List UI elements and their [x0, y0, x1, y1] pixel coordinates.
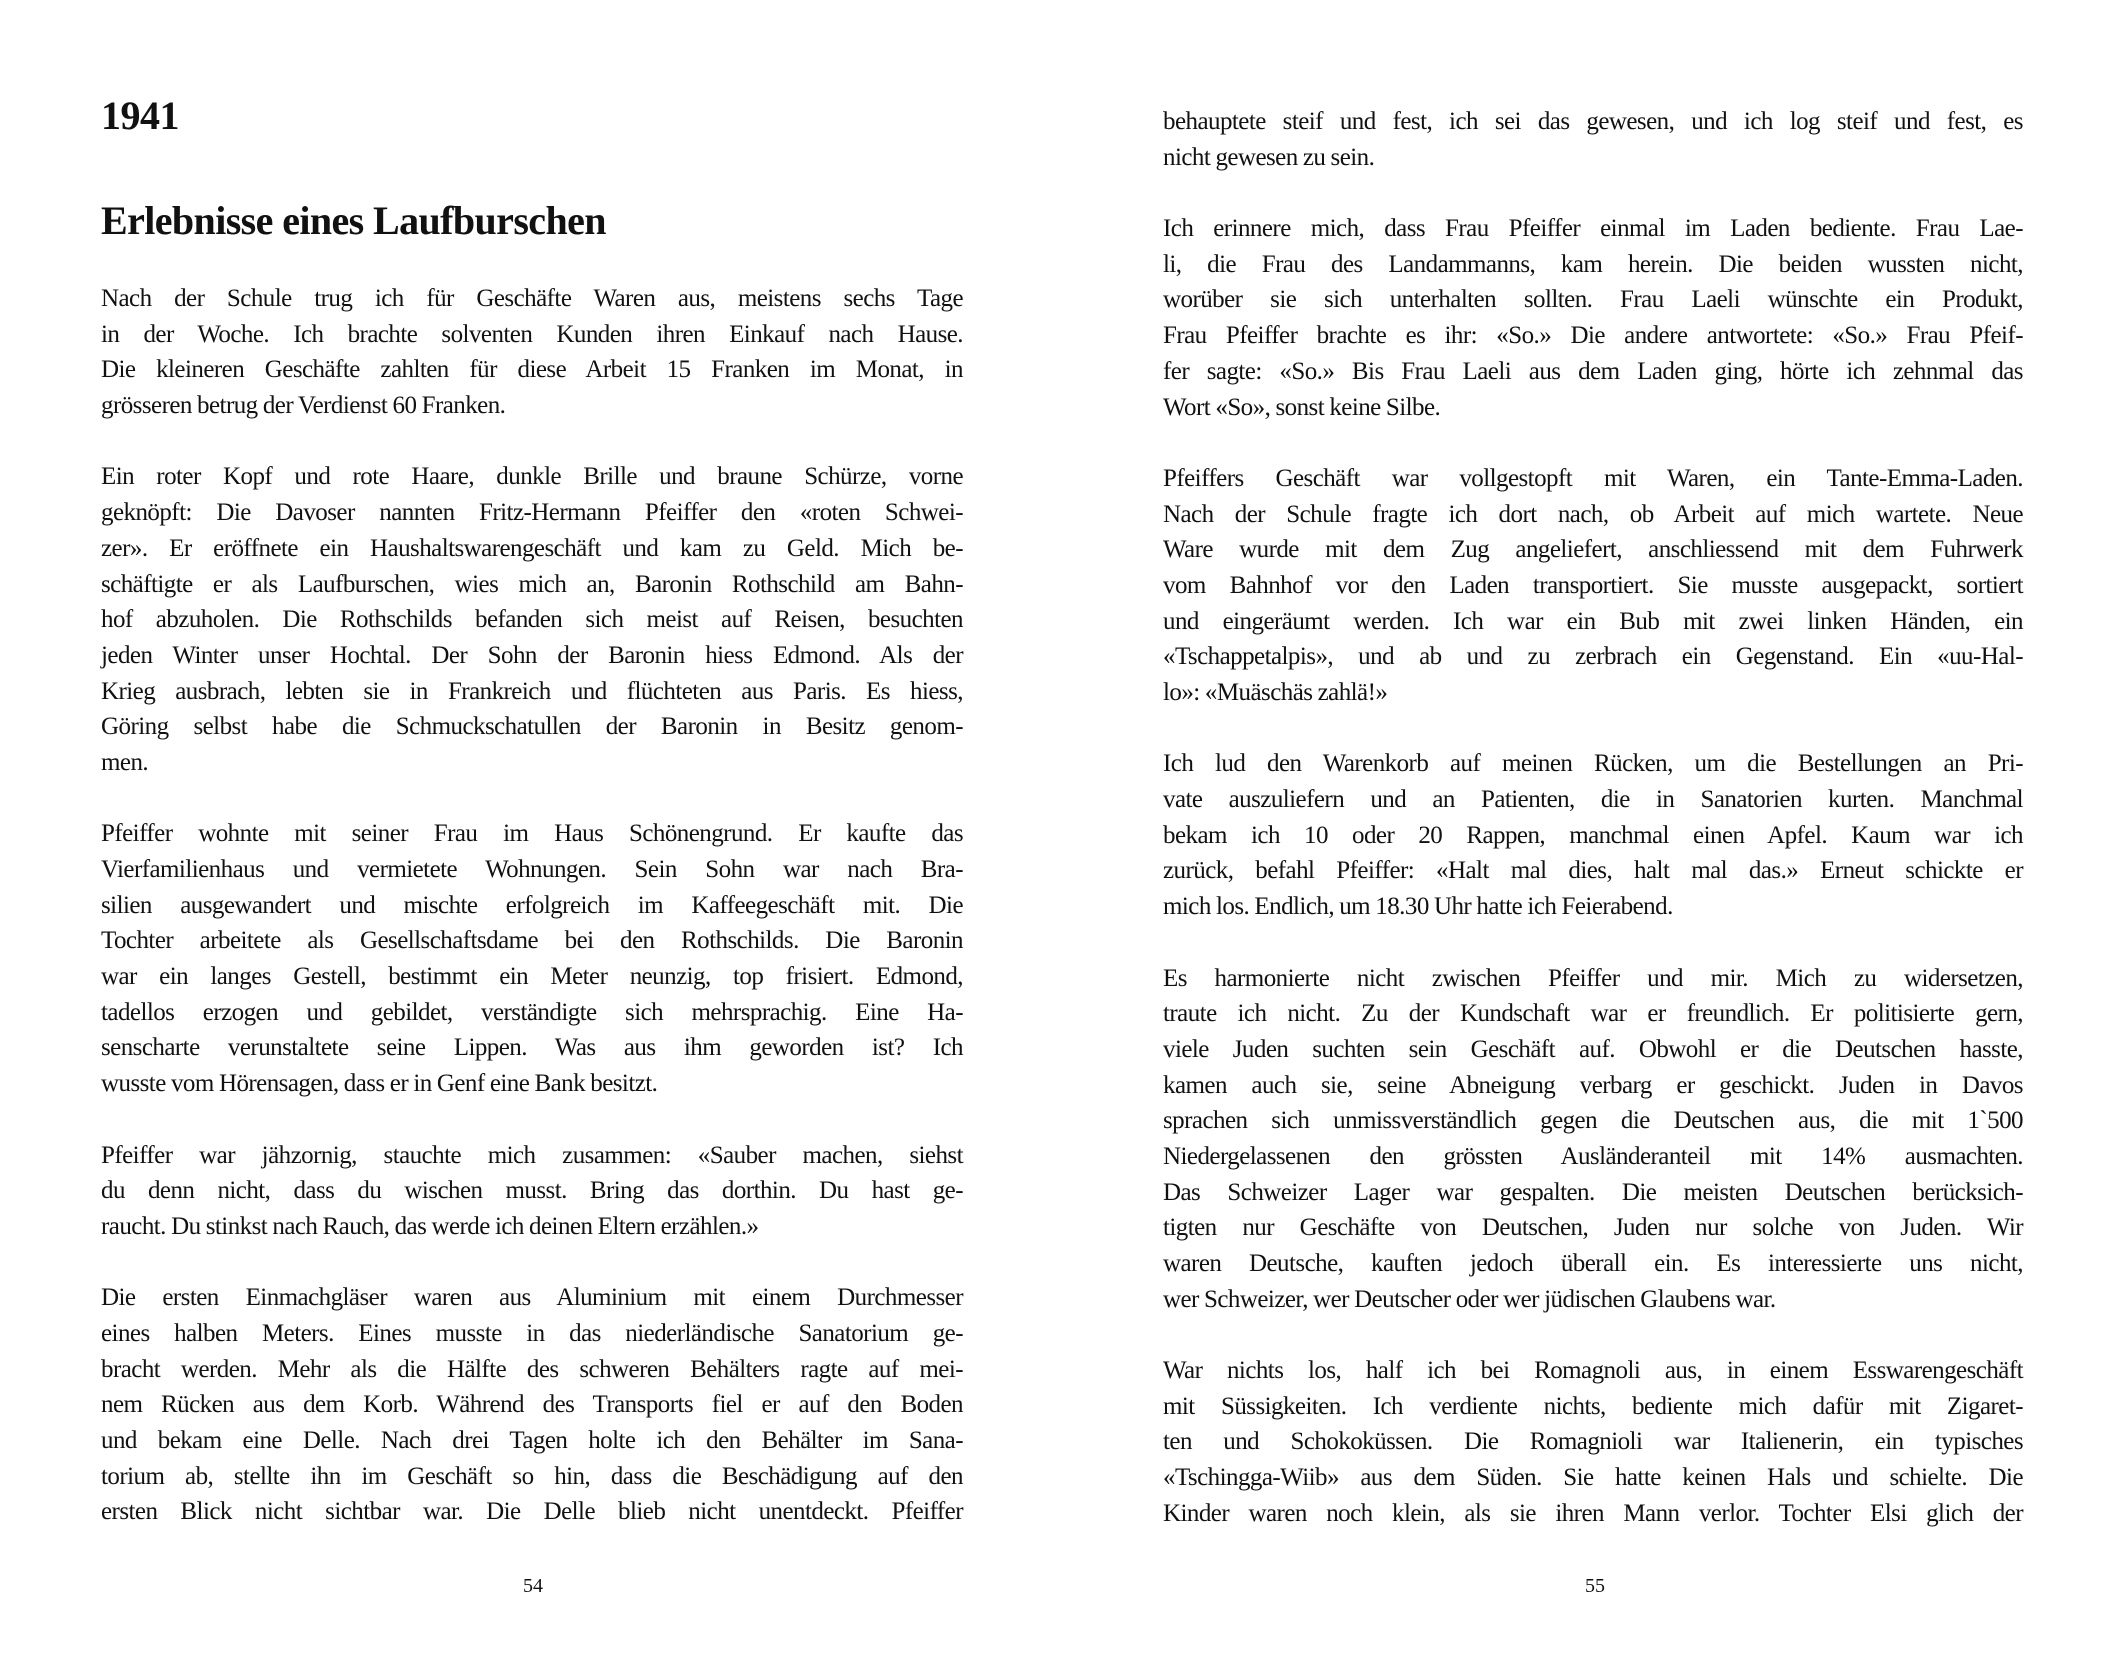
text-line: War nichts los, half ich bei Romagnoli aus, in einem Esswarengeschäft: [1163, 1357, 2023, 1385]
text-line: Pfeiffers Geschäft war vollgestopft mit Waren, ein Tante-Emma-Laden.: [1163, 464, 2023, 492]
text-line: senscharte verunstaltete seine Lippen. Was aus ihm geworden ist? Ich: [101, 1034, 963, 1062]
paragraph: [1163, 1353, 2023, 1531]
text-line: mit Süssigkeiten. Ich verdiente nichts, bediente mich dafür mit Zigaret-: [1163, 1392, 2023, 1420]
text-line: Pfeiffer wohnte mit seiner Frau im Haus Schönengrund. Er kaufte das: [101, 820, 963, 848]
text-line: torium ab, stellte ihn im Geschäft so hin, dass die Beschädigung auf den: [101, 1462, 963, 1490]
text-line: ersten Blick nicht sichtbar war. Die Delle blieb nicht unentdeckt. Pfeiffer: [101, 1498, 963, 1526]
paragraph: [1163, 746, 2023, 924]
paragraph: [101, 281, 963, 424]
paragraph: [101, 1280, 963, 1530]
text-line: vate auszuliefern und an Patienten, die in Sanatorien kurten. Manchmal: [1163, 786, 2023, 814]
text-line: raucht. Du stinkst nach Rauch, das werde ich deinen Eltern erzählen.»: [101, 1212, 759, 1240]
page-number: 54: [523, 1575, 543, 1597]
paragraph: [1163, 961, 2023, 1318]
text-line: fer sagte: «So.» Bis Frau Laeli aus dem Laden ging, hörte ich zehnmal das: [1163, 357, 2023, 385]
text-line: war ein langes Gestell, bestimmt ein Meter neunzig, top frisiert. Edmond,: [101, 963, 963, 991]
text-line: traute ich nicht. Zu der Kundschaft war er freundlich. Er politisierte gern,: [1163, 1000, 2023, 1028]
text-line: und bekam eine Delle. Nach drei Tagen holte ich den Behälter im Sana-: [101, 1427, 963, 1454]
text-line: viele Juden suchten sein Geschäft auf. Obwohl er die Deutschen hasste,: [1163, 1035, 2023, 1063]
text-line: Nach der Schule fragte ich dort nach, ob Arbeit auf mich wartete. Neue: [1163, 500, 2023, 528]
text-line: grösseren betrug der Verdienst 60 Franken.: [101, 392, 506, 420]
text-line: Ich lud den Warenkorb auf meinen Rücken, um die Bestellungen an Pri-: [1163, 750, 2023, 778]
text-line: nicht gewesen zu sein.: [1163, 143, 1375, 171]
paragraph: [1163, 461, 2023, 711]
text-line: Wort «So», sonst keine Silbe.: [1163, 393, 1441, 421]
text-line: nem Rücken aus dem Korb. Während des Transports fiel er auf den Boden: [101, 1391, 963, 1419]
text-line: Tochter arbeitete als Gesellschaftsdame bei den Rothschilds. Die Baronin: [101, 927, 963, 955]
text-line: Göring selbst habe die Schmuckschatullen der Baronin in Besitz genom-: [101, 713, 963, 741]
text-line: tigten nur Geschäfte von Deutschen, Juden nur solche von Juden. Wir: [1163, 1214, 2023, 1242]
left-page-body: [101, 281, 963, 1566]
paragraph: [1163, 211, 2023, 425]
text-line: waren Deutsche, kauften jedoch überall ein. Es interessierte uns nicht,: [1163, 1250, 2023, 1277]
right-page: [1163, 0, 2023, 1654]
text-line: wer Schweizer, wer Deutscher oder wer jüdischen Glaubens war.: [1163, 1285, 1776, 1313]
text-line: behauptete steif und fest, ich sei das gewesen, und ich log steif und fest, es: [1163, 108, 2023, 135]
text-line: vom Bahnhof vor den Laden transportiert. Sie musste ausgepackt, sortiert: [1163, 571, 2023, 599]
text-line: jeden Winter unser Hochtal. Der Sohn der Baronin hiess Edmond. Als der: [101, 641, 963, 669]
text-line: Frau Pfeiffer brachte es ihr: «So.» Die andere antwortete: «So.» Frau Pfeif-: [1163, 322, 2023, 350]
text-line: Die kleineren Geschäfte zahlten für diese Arbeit 15 Franken im Monat, in: [101, 356, 963, 384]
text-line: Es harmonierte nicht zwischen Pfeiffer und mir. Mich zu widersetzen,: [1163, 964, 2023, 992]
text-line: bracht werden. Mehr als die Hälfte des schweren Behälters ragte auf mei-: [101, 1355, 963, 1383]
text-line: eines halben Meters. Eines musste in das niederländische Sanatorium ge-: [101, 1319, 963, 1347]
text-line: men.: [101, 748, 149, 776]
year-heading: 1941: [101, 93, 179, 138]
text-line: worüber sie sich unterhalten sollten. Frau Laeli wünschte ein Produkt,: [1163, 286, 2023, 314]
text-line: und eingeräumt werden. Ich war ein Bub mit zwei linken Händen, ein: [1163, 607, 2023, 635]
left-page: [101, 0, 963, 1654]
paragraph: [101, 459, 963, 780]
text-line: zurück, befahl Pfeiffer: «Halt mal dies, halt mal das.» Erneut schickte er: [1163, 857, 2023, 885]
text-line: Niedergelassenen den grössten Ausländeranteil mit 14% ausmachten.: [1163, 1142, 2023, 1170]
right-page-body: [1163, 104, 2023, 1567]
text-line: Die ersten Einmachgläser waren aus Aluminium mit einem Durchmesser: [101, 1284, 963, 1312]
text-line: kamen auch sie, seine Abneigung verbarg er geschickt. Juden in Davos: [1163, 1071, 2023, 1099]
page-number: 55: [1585, 1575, 1605, 1597]
paragraph: [1163, 104, 2023, 175]
text-line: hof abzuholen. Die Rothschilds befanden sich meist auf Reisen, besuchten: [101, 606, 963, 634]
text-line: geknöpft: Die Davoser nannten Fritz-Hermann Pfeiffer den «roten Schwei-: [101, 499, 963, 527]
text-line: Ich erinnere mich, dass Frau Pfeiffer einmal im Laden bediente. Frau Lae-: [1163, 215, 2023, 243]
text-line: Ware wurde mit dem Zug angeliefert, anschliessend mit dem Fuhrwerk: [1163, 536, 2023, 564]
paragraph: [101, 816, 963, 1102]
text-line: silien ausgewandert und mischte erfolgreich im Kaffeegeschäft mit. Die: [101, 891, 963, 919]
text-line: mich los. Endlich, um 18.30 Uhr hatte ich Feierabend.: [1163, 893, 1673, 921]
text-line: tadellos erzogen und gebildet, verständigte sich mehrsprachig. Eine Ha-: [101, 998, 963, 1026]
text-line: Pfeiffer war jähzornig, stauchte mich zusammen: «Sauber machen, siehst: [101, 1141, 963, 1169]
text-line: zer». Er eröffnete ein Haushaltswarengeschäft und kam zu Geld. Mich be-: [101, 534, 963, 562]
text-line: sprachen sich unmissverständlich gegen die Deutschen aus, die mit 1`500: [1163, 1107, 2023, 1135]
text-line: wusste vom Hörensagen, dass er in Genf eine Bank besitzt.: [101, 1070, 658, 1098]
text-line: schäftigte er als Laufburschen, wies mich an, Baronin Rothschild am Bahn-: [101, 570, 963, 598]
text-line: in der Woche. Ich brachte solventen Kunden ihren Einkauf nach Hause.: [101, 320, 963, 348]
text-line: ten und Schokoküssen. Die Romagnioli war Italienerin, ein typisches: [1163, 1428, 2023, 1456]
text-line: «Tschingga-Wiib» aus dem Süden. Sie hatte keinen Hals und schielte. Die: [1163, 1464, 2023, 1492]
text-line: Vierfamilienhaus und vermietete Wohnungen. Sein Sohn war nach Bra-: [101, 856, 963, 883]
text-line: Kinder waren noch klein, als sie ihren Mann verlor. Tochter Elsi glich der: [1163, 1499, 2023, 1527]
text-line: bekam ich 10 oder 20 Rappen, manchmal einen Apfel. Kaum war ich: [1163, 821, 2023, 849]
text-line: lo»: «Muäschäs zahlä!»: [1163, 679, 1388, 706]
text-line: Nach der Schule trug ich für Geschäfte Waren aus, meistens sechs Tage: [101, 285, 963, 312]
text-line: «Tschappetalpis», und ab und zu zerbrach ein Gegenstand. Ein «uu-Hal-: [1163, 643, 2023, 671]
text-line: Das Schweizer Lager war gespalten. Die meisten Deutschen berücksich-: [1163, 1178, 2023, 1206]
text-line: Ein roter Kopf und rote Haare, dunkle Brille und braune Schürze, vorne: [101, 463, 963, 491]
text-line: du denn nicht, dass du wischen musst. Bring das dorthin. Du hast ge-: [101, 1177, 963, 1205]
text-line: Krieg ausbrach, lebten sie in Frankreich und flüchteten aus Paris. Es hiess,: [101, 677, 963, 705]
text-line: li, die Frau des Landammanns, kam herein. Die beiden wussten nicht,: [1163, 250, 2023, 278]
paragraph: [101, 1138, 963, 1245]
chapter-title: Erlebnisse eines Laufburschen: [101, 198, 606, 243]
